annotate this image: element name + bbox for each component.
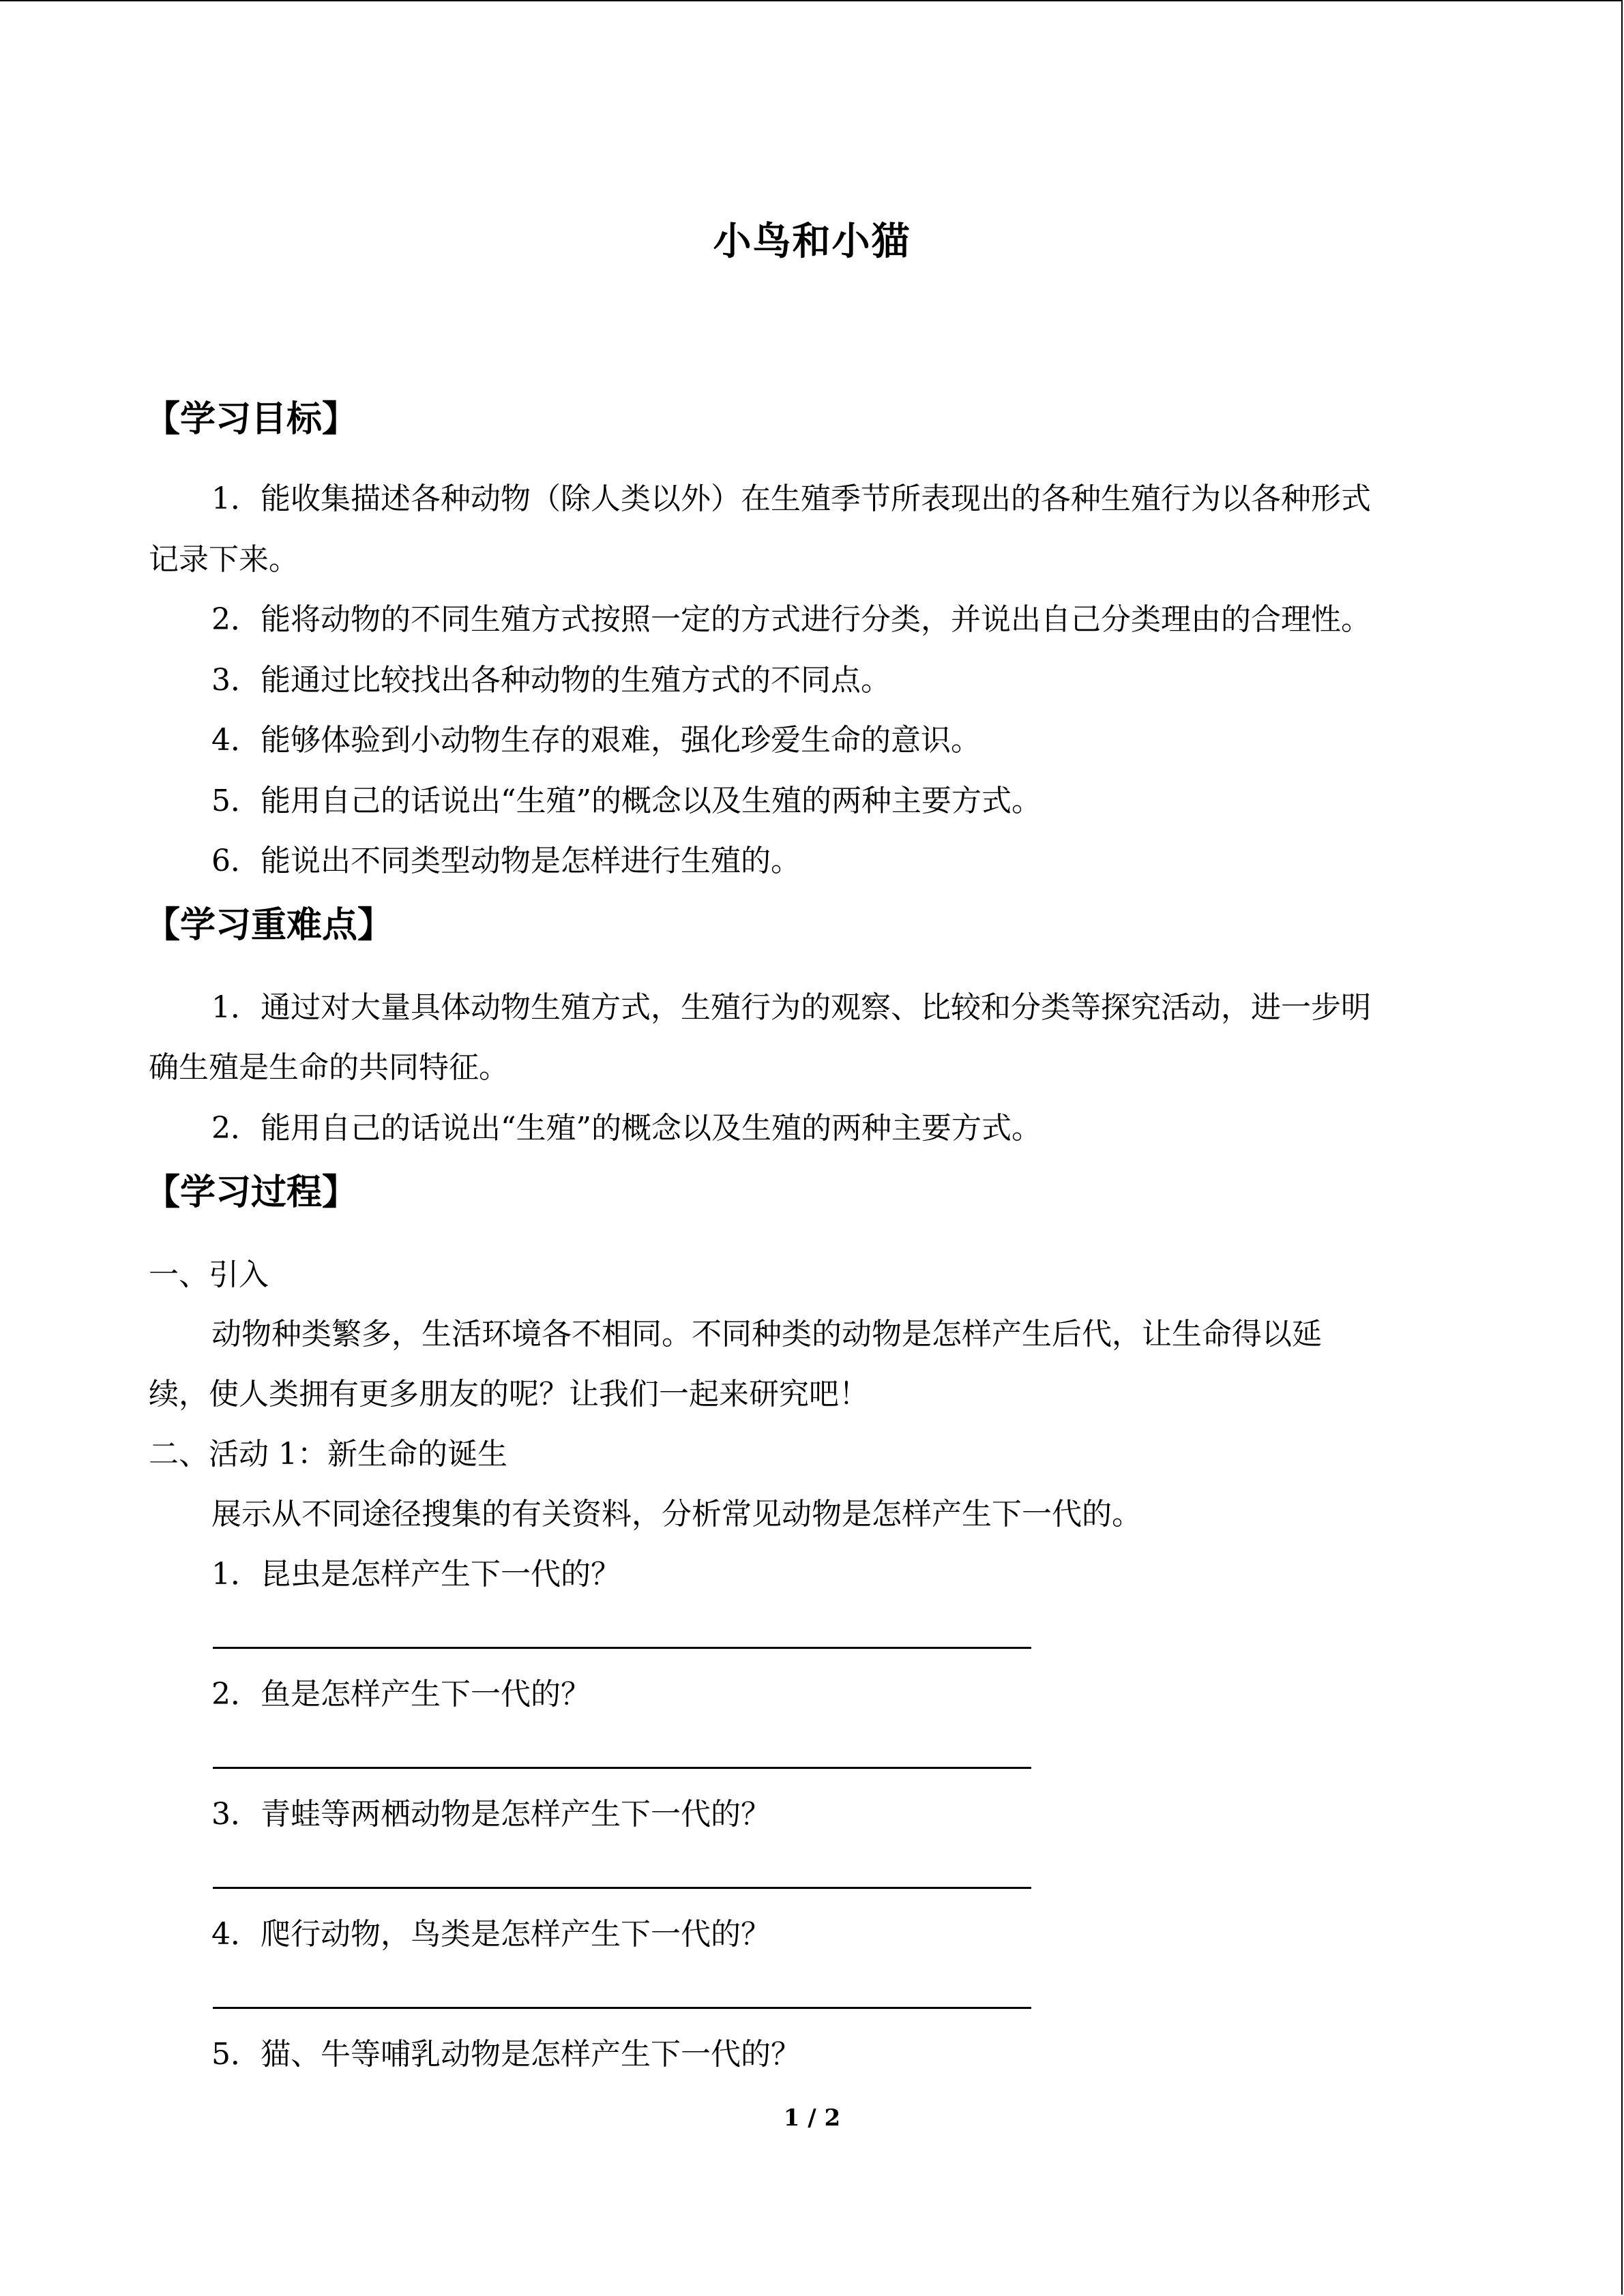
question-5: 5．猫、牛等哺乳动物是怎样产生下一代的？: [211, 2037, 801, 2072]
activity-description: 展示从不同途径搜集的有关资料，分析常见动物是怎样产生下一代的。: [211, 1497, 1142, 1532]
key-point-1-line2: 确生殖是生命的共同特征。: [149, 1050, 509, 1085]
page-title: 小鸟和小猫: [713, 220, 911, 264]
intro-title: 一、引入: [149, 1257, 269, 1292]
objective-4: 4．能够体验到小动物生存的艰难，强化珍爱生命的意识。: [211, 723, 981, 758]
answer-blank-3[interactable]: [213, 1887, 1031, 1889]
activity-title: 二、活动 1：新生命的诞生: [149, 1437, 507, 1472]
question-4: 4．爬行动物，鸟类是怎样产生下一代的？: [211, 1917, 771, 1952]
question-2: 2．鱼是怎样产生下一代的？: [211, 1677, 591, 1712]
key-point-1-line1: 1．通过对大量具体动物生殖方式，生殖行为的观察、比较和分类等探究活动，进一步明: [211, 990, 1371, 1025]
process-heading: 【学习过程】: [145, 1172, 358, 1213]
objectives-heading: 【学习目标】: [145, 399, 358, 440]
objective-5: 5．能用自己的话说出“生殖”的概念以及生殖的两种主要方式。: [211, 784, 1042, 818]
page-number: 1 / 2: [783, 2104, 841, 2132]
key-points-heading: 【学习重难点】: [145, 905, 394, 946]
intro-text-line1: 动物种类繁多，生活环境各不相同。不同种类的动物是怎样产生后代，让生命得以延: [211, 1317, 1322, 1352]
objective-2: 2．能将动物的不同生殖方式按照一定的方式进行分类，并说出自己分类理由的合理性。: [211, 602, 1371, 637]
key-point-2: 2．能用自己的话说出“生殖”的概念以及生殖的两种主要方式。: [211, 1111, 1042, 1146]
answer-blank-1[interactable]: [213, 1647, 1031, 1649]
objective-6: 6．能说出不同类型动物是怎样进行生殖的。: [211, 844, 801, 878]
objective-3: 3．能通过比较找出各种动物的生殖方式的不同点。: [211, 663, 891, 698]
answer-blank-4[interactable]: [213, 2007, 1031, 2009]
objective-1-line2: 记录下来。: [149, 542, 299, 577]
intro-text-line2: 续，使人类拥有更多朋友的呢？让我们一起来研究吧！: [149, 1377, 869, 1412]
question-1: 1．昆虫是怎样产生下一代的？: [211, 1557, 621, 1592]
objective-1-line1: 1．能收集描述各种动物（除人类以外）在生殖季节所表现出的各种生殖行为以各种形式: [211, 481, 1371, 516]
question-3: 3．青蛙等两栖动物是怎样产生下一代的？: [211, 1797, 771, 1832]
answer-blank-2[interactable]: [213, 1767, 1031, 1769]
